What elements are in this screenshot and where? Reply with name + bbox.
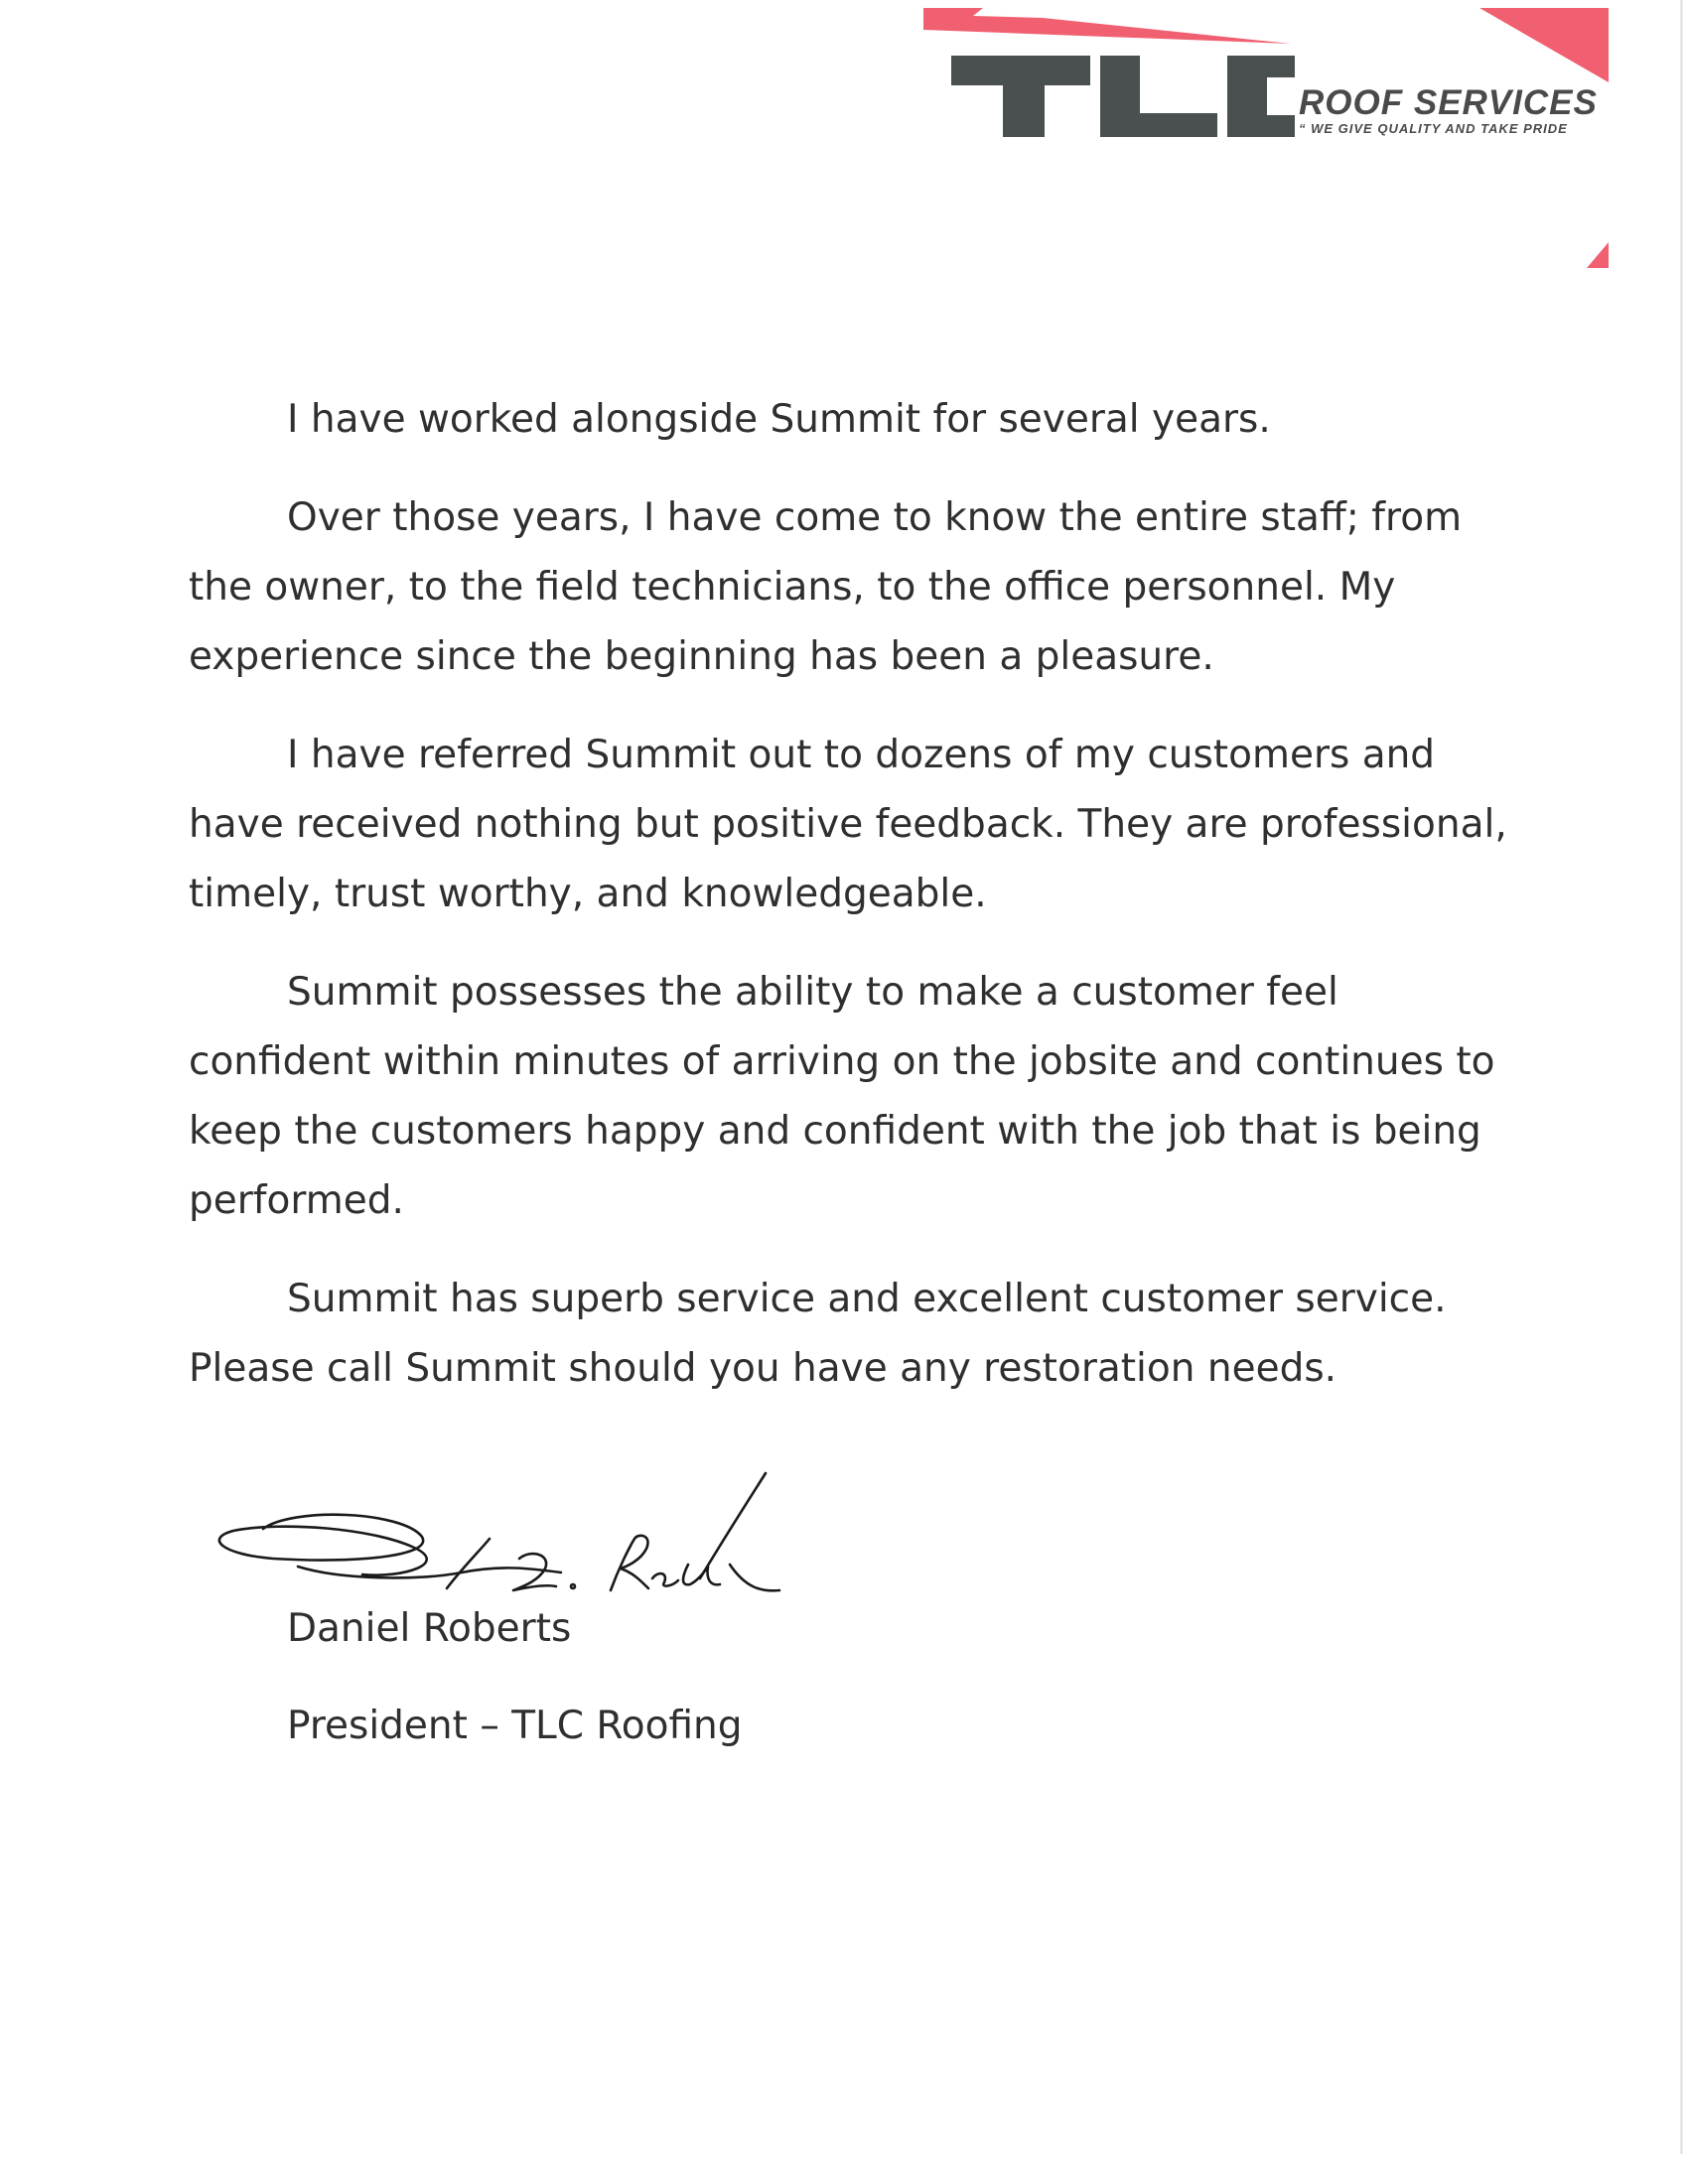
roof-corner-shape [1587, 242, 1609, 268]
logo-letter-l-foot [1100, 113, 1217, 137]
paragraph: I have referred Summit out to dozens of my customers and have received nothing but positive feedback. They are professional, timely, trust worthy, and knowledgeable. [189, 733, 1507, 916]
roof-right-shape [1479, 8, 1609, 82]
tagline: “ WE GIVE QUALITY AND TAKE PRIDE [1299, 121, 1568, 136]
logo-letter-c-bottom [1227, 115, 1295, 137]
letter-body [189, 385, 1519, 1433]
paragraph: Summit possesses the ability to make a customer feel confident within minutes of arriving on the jobsite and continues to keep the customers happy and confident with the job that is being performed. [189, 970, 1495, 1223]
roof-left-shape [923, 8, 1291, 44]
signer-name: Daniel Roberts [287, 1606, 572, 1651]
paragraph: I have worked alongside Summit for several years. [287, 397, 1271, 442]
logo-letter-c-top [1227, 56, 1295, 77]
paragraph: Summit has superb service and excellent customer service. Please call Summit should you have any restoration needs. [189, 1277, 1447, 1391]
company-name: ROOF SERVICES [1299, 83, 1598, 122]
signature-icon [204, 1469, 799, 1618]
tlc-logo-icon [923, 8, 1638, 276]
signer-title: President – TLC Roofing [287, 1704, 743, 1748]
letterhead [923, 8, 1638, 276]
paragraph: Over those years, I have come to know the entire staff; from the owner, to the field technicians, to the office personnel. My experience since the beginning has been a pleasure. [189, 495, 1463, 679]
logo-letter-t-stem [1003, 56, 1045, 137]
page-edge [1680, 0, 1683, 2154]
